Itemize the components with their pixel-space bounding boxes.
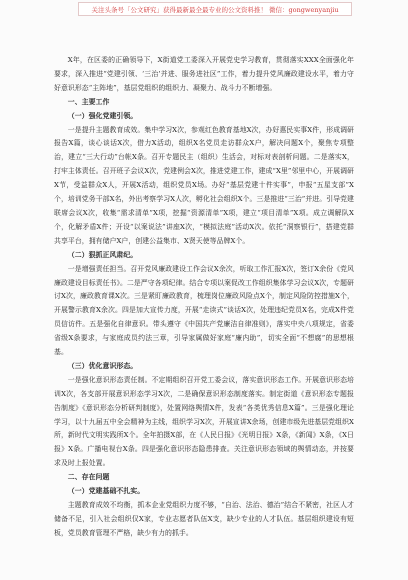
intro-paragraph: X年，在区委的正确领导下，X街道党工委深入开展党史学习教育，贯彻落实XXX全面强化年要求，深入推进“党建引领、‘三治’并进、服务进社区”工作，着力提升党风廉政建设水平，着力守好意识形态“主阵地”，基层党组织的组织力、凝聚力、战斗力不断增强。 xyxy=(54,56,354,92)
body-paragraph: 主题教育成效不均衡，抓本企业党组织力度不够，“自治、法治、德治”结合不紧密，社区人才储备不足，引入社会组织仅X家，专业志愿者队伍X支，缺少专业的人才队伍。基层组织建设有短板，党员教育管理不严格，缺少有力的抓手。 xyxy=(54,501,354,537)
subsection-heading: （二）狠抓正风肃纪。 xyxy=(67,250,138,259)
section-heading: 二、存在问题 xyxy=(67,473,110,482)
body-paragraph: 一是强化意识形态责任制。不定期组织召开党工委会议，落实意识形态工作。开展意识形态培训X次，各支部开展意识形态学习X次，二是确保意识形态制度落实。制定街道《意识形态专题报告制度》《意识形态分析研判制度》，处置网络舆情X件，发表“各类优秀信息X篇”。三是强化理论学习，以十九届五中全会精神为主线，组织学习X次，开展宣讲X余场，创建市级先进基层党组织X所，新时代文明实践所X个。全年拍摄X部，在《人民日报》《光明日报》X条，《新闻》X条，《X日报》X条。广播电视台X条。四是强化意识形态隐患排查。关注意识形态领域的舆情动态，并按要求及时上报处置。 xyxy=(54,375,354,468)
body-paragraph: 一是提升主题教育成效。集中学习X次，参观红色教育基地X次，办好惠民实事X件，形成调研报告X篇，谈心谈话X次，借力X活动，组织X名党员走访群众X户，解决问题X个，聚焦专项整治，建立“三大行动”台帐X条。召开专题民主（组织）生活会，对标对表剖析问题。二是落实X，打牢主体责任。召开班子会议X次，党建例会X次，推进党建工作，建成“X里”邻里中心，开展调研X节，受益群众X人，开展X活动，组织党员X场。办好“基层党建十件实事”，申报“五星支部”X个，培训党务干部X名，外出考察学习X人次，孵化社会组织X个。三是推进“三治”并进。引导党建联席会议X次，收集“需求清单”X项，挖掘“资源清单”X项，建立“项目清单”X项。成立调解队X个，化解矛盾X件；开设“以案说法”讲座X次，“模拟法庭”活动X次。依托“洞察银行”，搭建党群共享平台，拥有储户X户，创建公益集市、X贤天使等品牌X个。 xyxy=(54,125,354,245)
subsection-heading: （三）优化意识形态。 xyxy=(67,361,138,370)
document-body xyxy=(54,54,354,541)
body-paragraph: 一是增强责任担当。召开党风廉政建设工作会议X余次，听取工作汇报X次，签订X余份《党风廉政建设目标责任书》。二是严守各项纪律。结合专项以案促改工作组织集体学习会议X次，专题研讨X次，廉政教育课X次。三是紧盯廉政教育，梳理岗位廉政风险点X个，制定风险防控措施X个，开展警示教育X余次。四是加大宣传力度，开展“走读式”谈话X次，处理违纪党员X名，完成X件党员信访件。五是强化自律意识。带头遵守《中国共产党廉洁自律准则》，落实中央八项规定，省委省级X条要求，与家庭成员约法三章，引导家属做好家庭“廉内助”，切实全面“不想腐”的思想根基。 xyxy=(54,264,354,357)
promo-banner[interactable]: 关注头条号「公文研究」获得最新最全最专业的公文资料推！ 微信：gongwenyanjiu xyxy=(78,2,352,16)
section-heading: 一、主要工作 xyxy=(67,97,110,106)
subsection-heading: （一）强化党建引领。 xyxy=(67,111,138,120)
subsection-heading: （一）党建基础不扎实。 xyxy=(67,487,145,496)
